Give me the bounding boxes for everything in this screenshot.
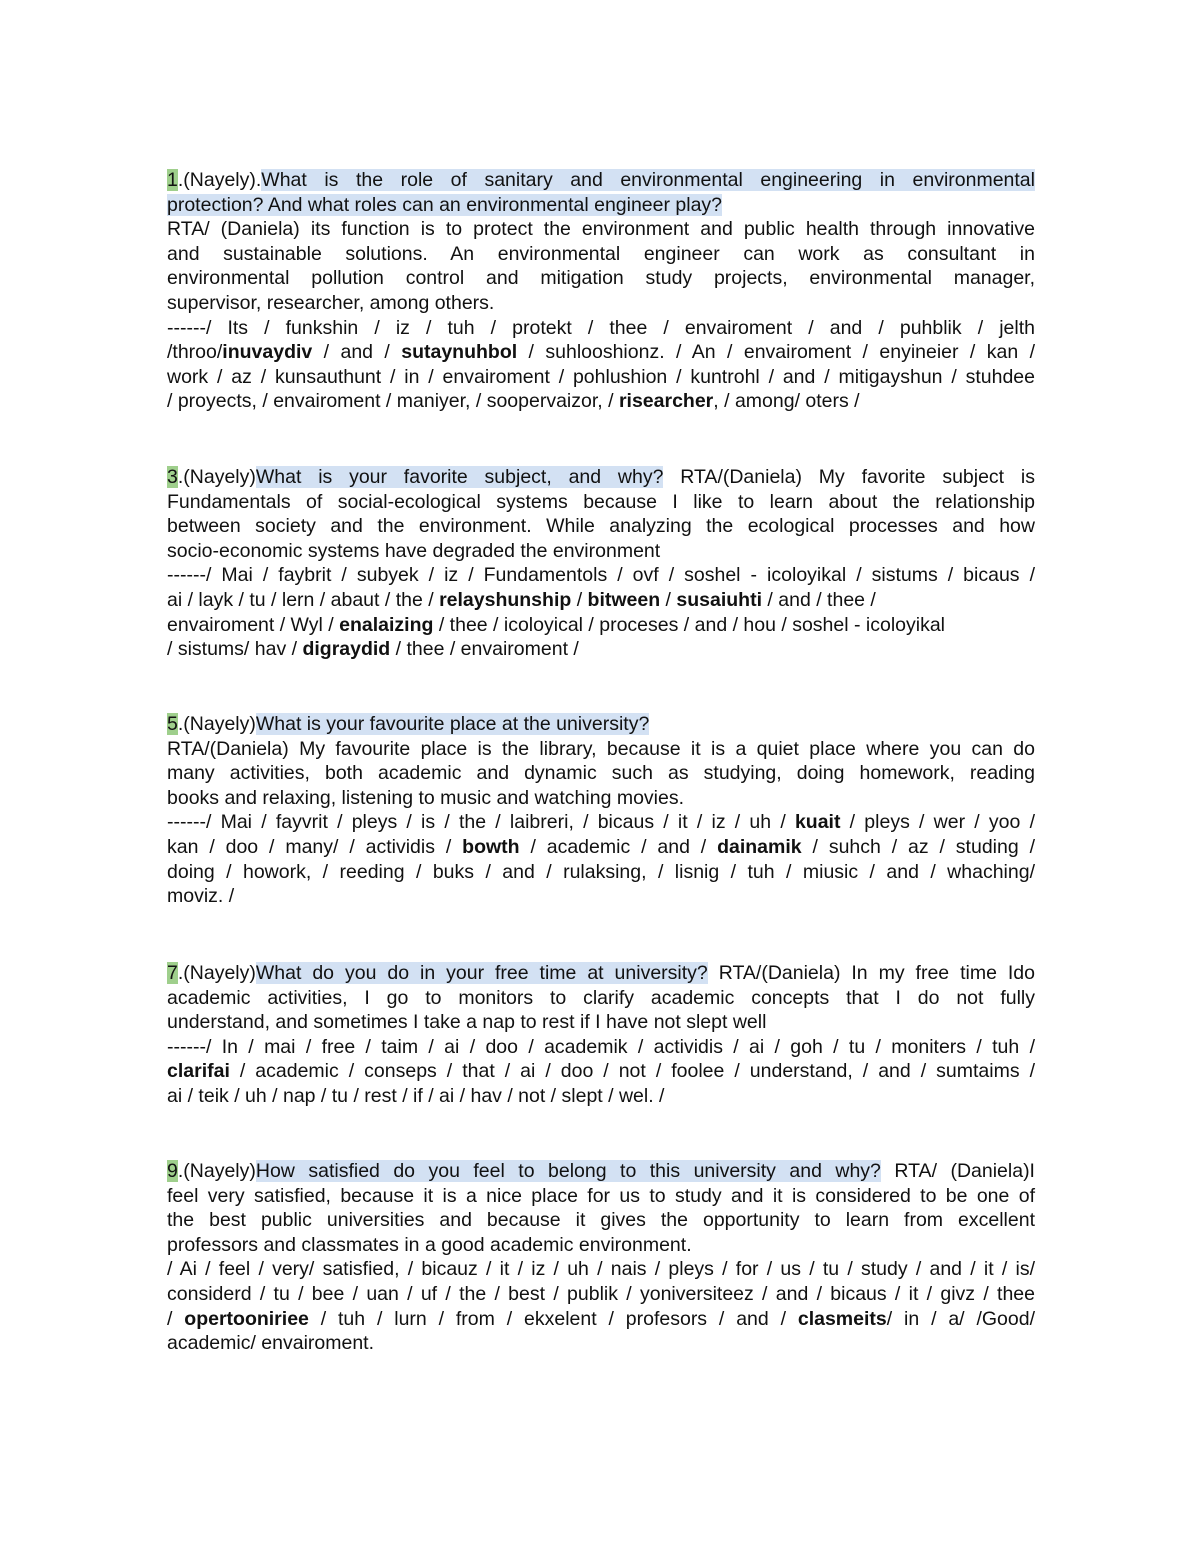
text-line [167,217,1035,242]
text-run: academic/ envairoment. [167,1332,375,1355]
text-line [167,637,1035,662]
text-run: moviz. / [167,885,235,908]
text-run: RTA/(Daniela) My favourite place is the library, because it is a quiet place where you can do [167,737,1035,760]
bold-word: risearcher [618,390,714,413]
text-run: ai / layk / tu / lern / abaut / the / [167,588,440,611]
bold-word: kuait [794,811,841,834]
text-run: /throo/ [167,341,223,364]
text-line [167,563,1035,588]
text-line [167,291,1035,316]
text-run: / [660,588,677,611]
text-run: .(Nayely) [177,713,256,735]
text-line [167,1282,1035,1307]
question-number: 3 [167,466,178,488]
text-line [167,1010,1035,1035]
text-run: / thee / icoloyical / proceses / and / hou / soshel - icoloyikal [433,613,946,636]
text-run: environmental pollution control and mitigation study projects, environmental manager, [167,267,1035,290]
text-run: between society and the environment. While analyzing the ecological processes and how [167,515,1035,538]
text-line [167,1084,1035,1109]
question-block-1 [167,168,1035,414]
text-line [167,1184,1035,1209]
question-number: 5 [167,713,178,735]
text-line [167,761,1035,786]
question-block-3 [167,465,1035,662]
text-line [167,1035,1035,1060]
text-line [167,266,1035,291]
text-line [167,835,1035,860]
text-run: the best public universities and because it gives the opportunity to learn from excellent [167,1209,1035,1232]
text-run: / [167,1307,185,1330]
text-run: , / among/ oters / [713,390,860,413]
text-line [167,786,1035,811]
bold-word: bowth [462,835,520,858]
question-number: 7 [167,962,178,984]
text-run: / suhch / az / studing / [801,835,1035,858]
text-run: / proyects, / envairoment / maniyer, / soopervaizor, / [167,390,619,413]
text-line [167,860,1035,885]
text-run: .(Nayely) [177,1160,256,1182]
question-highlight: protection? And what roles can an environmental engineer play? [167,193,723,216]
question-block-7 [167,961,1035,1109]
text-line [167,737,1035,762]
text-run: .(Nayely). [177,169,262,191]
text-line [167,613,1035,638]
question-number: 1 [167,169,178,191]
question-highlight: What is your favourite place at the university? [255,713,650,735]
text-line [167,340,1035,365]
text-run: .(Nayely) [177,962,256,984]
text-run: books and relaxing, listening to music and watching movies. [167,786,685,809]
question-number: 9 [167,1160,178,1182]
bold-word: clasmeits [797,1307,887,1330]
text-line [167,1307,1035,1332]
question-highlight: What is the role of sanitary and environmental engineering in environmental [261,169,1035,191]
text-run: socio-economic systems have degraded the environment [167,539,661,562]
text-line [167,490,1035,515]
text-line [167,712,1035,737]
bold-word: clarifai [167,1060,230,1083]
text-run: / academic / and / [519,835,718,858]
text-run: ------/ Mai / faybrit / subyek / iz / Fundamentols / ovf / soshel - icoloyikal / sistums / bicaus / [167,564,1035,587]
text-line [167,1159,1035,1184]
text-run: supervisor, researcher, among others. [167,291,495,314]
text-run: ------/ Mai / fayvrit / pleys / is / the / laibreri, / bicaus / it / iz / uh / [167,811,795,834]
bold-word: digraydid [302,638,391,661]
text-run: / suhlooshionz. / An / envairoment / enyineier / kan / [517,341,1035,364]
bold-word: inuvaydiv [222,341,313,364]
text-line [167,465,1035,490]
text-line [167,242,1035,267]
text-run: many activities, both academic and dynamic such as studying, doing homework, reading [167,762,1035,785]
text-line [167,316,1035,341]
text-run: / and / [312,341,402,364]
question-highlight: What do you do in your free time at university? [255,962,708,984]
text-run: work / az / kunsauthunt / in / envairoment / pohlushion / kuntrohl / and / mitigayshun / stuhdee [167,365,1035,388]
bold-word: dainamik [717,835,802,858]
text-run: RTA/ (Daniela) its function is to protect the environment and public health through innovative [167,218,1035,241]
question-block-5 [167,712,1035,909]
text-line [167,1059,1035,1084]
text-run: .(Nayely) [177,466,256,488]
text-run: / pleys / wer / yoo / [840,811,1035,834]
text-line [167,884,1035,909]
text-run: / Ai / feel / very/ satisfied, / bicauz / it / iz / uh / nais / pleys / for / us / tu / study / and / it / is/ [167,1258,1035,1281]
text-line [167,168,1035,193]
text-line [167,514,1035,539]
question-highlight: How satisfied do you feel to belong to this university and why? [255,1160,881,1182]
text-run: / [571,588,588,611]
text-run: understand, and sometimes I take a nap to rest if I have not slept well [167,1011,767,1034]
text-line [167,810,1035,835]
text-run: ------/ Its / funkshin / iz / tuh / protekt / thee / envairoment / and / puhblik / jelth [167,316,1035,339]
question-block-9 [167,1159,1035,1356]
bold-word: sutaynuhbol [401,341,518,364]
text-line [167,588,1035,613]
text-run: / thee / envairoment / [390,638,579,661]
text-run: RTA/(Daniela) My favorite subject is [663,466,1035,488]
bold-word: susaiuhti [676,588,763,611]
text-line [167,961,1035,986]
text-line [167,1208,1035,1233]
text-line [167,193,1035,218]
text-run: / in / a/ /Good/ [886,1307,1035,1330]
text-line [167,1233,1035,1258]
bold-word: enalaizing [339,613,434,636]
text-run: academic activities, I go to monitors to clarify academic concepts that I do not fully [167,986,1035,1009]
text-line [167,389,1035,414]
text-run: RTA/ (Daniela)I [880,1160,1035,1182]
bold-word: bitween [587,588,661,611]
text-line [167,539,1035,564]
bold-word: relayshunship [439,588,572,611]
text-line [167,365,1035,390]
text-line [167,986,1035,1011]
text-run: professors and classmates in a good academic environment. [167,1233,692,1256]
bold-word: opertooniriee [184,1307,309,1330]
text-run: / and / thee / [762,588,876,611]
text-run: Fundamentals of social-ecological systems because I like to learn about the relationship [167,490,1035,513]
text-run: considerd / tu / bee / uan / uf / the / best / publik / yoniversiteez / and / bicaus / it / givz / thee [167,1282,1035,1305]
text-run: ai / teik / uh / nap / tu / rest / if / ai / hav / not / slept / wel. / [167,1084,665,1107]
text-run: / academic / conseps / that / ai / doo / not / foolee / understand, / and / sumtaims / [229,1060,1035,1083]
text-run: ------/ In / mai / free / taim / ai / doo / academik / actividis / ai / goh / tu / moniters / tuh / [167,1035,1035,1058]
question-highlight: What is your favorite subject, and why? [255,466,664,488]
text-run: envairoment / Wyl / [167,613,340,636]
text-run: and sustainable solutions. An environmental engineer can work as consultant in [167,242,1035,265]
text-run: feel very satisfied, because it is a nice place for us to study and it is considered to be one of [167,1184,1035,1207]
text-line [167,1331,1035,1356]
text-run: / tuh / lurn / from / ekxelent / profesors / and / [308,1307,798,1330]
text-run: / sistums/ hav / [167,638,303,661]
text-run: kan / doo / many/ / actividis / [167,835,463,858]
text-line [167,1257,1035,1282]
text-run: RTA/(Daniela) In my free time Ido [707,962,1035,984]
text-run: doing / howork, / reeding / buks / and / rulaksing, / lisnig / tuh / miusic / and / whaching/ [167,860,1035,883]
